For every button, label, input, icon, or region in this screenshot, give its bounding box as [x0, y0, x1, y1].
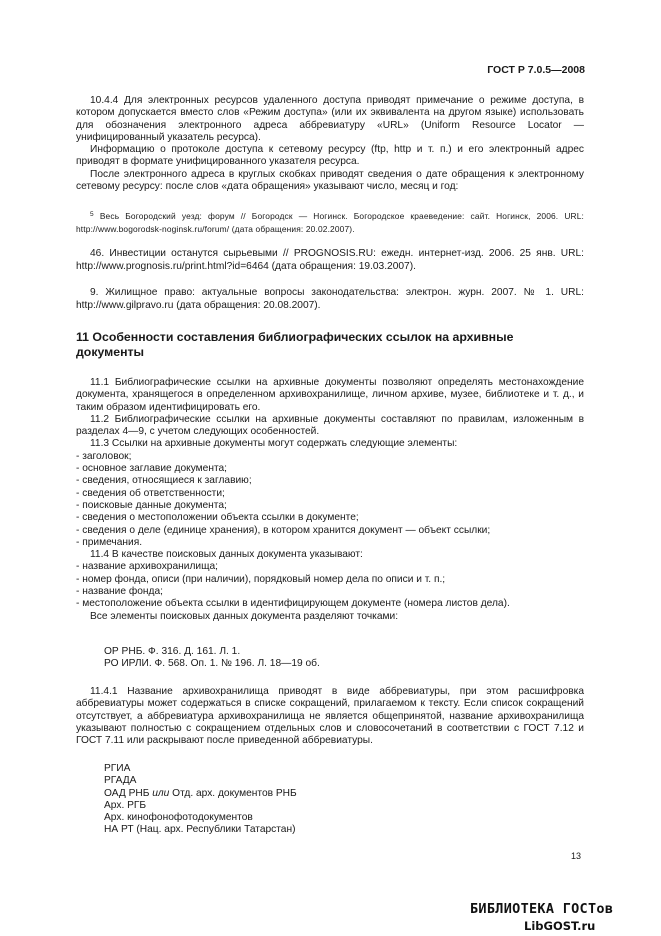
paragraph-access-date: После электронного адреса в круглых скобках приводят сведения о дате обращения к электронному сетевому ресурсу: после слов «дата обращения» указывают число, месяц и год: — [76, 168, 584, 193]
page-number: 13 — [571, 851, 582, 861]
abbreviation-examples — [76, 763, 584, 837]
section-10-4-4 — [76, 95, 584, 193]
abbr-item: РГИА — [104, 763, 131, 774]
list-item: - сведения о деле (единице хранения), в котором хранится документ — объект ссылки; — [76, 524, 491, 536]
paragraph-separator-rule: Все элементы поисковых данных документа разделяют точками: — [90, 610, 399, 622]
example-1 — [76, 208, 584, 236]
list-item: - сведения, относящиеся к заглавию; — [76, 475, 252, 487]
footnote-number: 5 — [90, 211, 94, 218]
abbr-item: РГАДА — [104, 775, 137, 787]
list-item: - сведения о местоположении объекта ссылки в документе; — [76, 512, 359, 524]
list-item: - номер фонда, описи (при наличии), порядковый номер дела по описи и т. п.; — [76, 573, 446, 585]
paragraph-11-4-1: 11.4.1 Название архивохранилища приводят в виде аббревиатуры, при этом расшифровка аббревиатуры может содержаться в списке сокращений, прилагаемом к тексту. Если список сокращений отсутствует, а аббревиатура архивохранилища не является общепринятой, название архивохранилища указывают полностью с сокращением отдельных слов и словосочетаний в соответствии с ГОСТ 7.12 и ГОСТ 7.11 или раскрывают после приведенной аббревиатуры. — [76, 686, 584, 747]
archive-example-2: РО ИРЛИ. Ф. 568. Оп. 1. № 196. Л. 18—19 об. — [104, 658, 320, 670]
list-item: - основное заглавие документа; — [76, 463, 228, 475]
list-item: - примечания. — [76, 536, 143, 548]
abbr-item: Арх. РГБ — [104, 799, 147, 811]
list-11-3-elements — [76, 451, 584, 549]
list-item: - название фонда; — [76, 586, 163, 598]
abbr-item: ОАД РНБ или Отд. арх. документов РНБ — [104, 787, 297, 799]
list-11-4-search-data — [76, 561, 584, 610]
library-watermark-site[interactable]: LibGOST.ru — [524, 919, 596, 933]
list-item: - заголовок; — [76, 450, 132, 462]
list-item: - название архивохранилища; — [76, 561, 218, 573]
library-watermark-title: БИБЛИОТЕКА ГОСТов — [470, 901, 614, 917]
document-code-header: ГОСТ Р 7.0.5—2008 — [487, 64, 585, 76]
paragraph-10-4-4: 10.4.4 Для электронных ресурсов удаленного доступа приводят примечание о режиме доступа, в котором допускается вместо слов «Режим доступа» (или их эквивалента на другом языке) использовать для обозначения электронного адреса аббревиатуру «URL» (Uniform Resource Locator — унифицированный указатель ресурса). — [76, 95, 584, 143]
abbr-item: НА РТ (Нац. арх. Республики Татарстан) — [104, 824, 296, 836]
paragraph-11-4: 11.4 В качестве поисковых данных документа указывают: — [90, 549, 363, 561]
example-3 — [76, 287, 584, 312]
list-item: - местоположение объекта ссылки в идентифицирующем документе (номера листов дела). — [76, 598, 510, 610]
section-11-heading: 11 Особенности составления библиографических ссылок на архивные документы — [76, 330, 514, 359]
paragraph-protocol-info: Информацию о протоколе доступа к сетевому ресурсу (ftp, http и т. п.) и его электронный адрес приводят в формате унифицированного указателя ресурса. — [76, 144, 584, 168]
paragraph-11-2: 11.2 Библиографические ссылки на архивные документы составляют по правилам, изложенным в разделах 4—9, с учетом следующих особенностей. — [76, 413, 584, 438]
paragraph-11-3: 11.3 Ссылки на архивные документы могут содержать следующие элементы: — [90, 438, 458, 450]
example-1-text: Весь Богородский уезд: форум // Богородск — Ногинск. Богородское краеведение: сайт. Ногинск, 2006. URL: http://www.bogorodsk-noginsk.ru/forum/ (дата обращения: 20.02.2007). — [76, 211, 585, 234]
archive-examples — [76, 646, 584, 671]
archive-example-1: ОР РНБ. Ф. 316. Д. 161. Л. 1. — [104, 646, 241, 657]
section-11-4-1 — [76, 686, 584, 747]
list-item: - поисковые данные документа; — [76, 499, 227, 511]
abbr-item: Арх. кинофонофотодокументов — [104, 812, 253, 824]
section-11-heading-block — [76, 330, 584, 359]
paragraph-11-1: 11.1 Библиографические ссылки на архивные документы позволяют определять местонахождение документа, хранящегося в определенном архивохранилище, личном архиве, музее, библиотеке и т. д., и таким образом идентифицировать его. — [76, 377, 584, 413]
example-2-text: 46. Инвестиции останутся сырьевыми // PROGNOSIS.RU: ежедн. интернет-изд. 2006. 25 янв. URL: http://www.prognosis.ru/print.html?id=6464 (дата обращения: 19.03.2007). — [76, 248, 584, 272]
list-item: - сведения об ответственности; — [76, 487, 225, 499]
example-2 — [76, 248, 584, 273]
example-3-text: 9. Жилищное право: актуальные вопросы законодательства: электрон. журн. 2007. № 1. URL: http://www.gilpravo.ru (дата обращения: 20.08.2007). — [76, 287, 584, 311]
section-11-body — [76, 377, 584, 623]
